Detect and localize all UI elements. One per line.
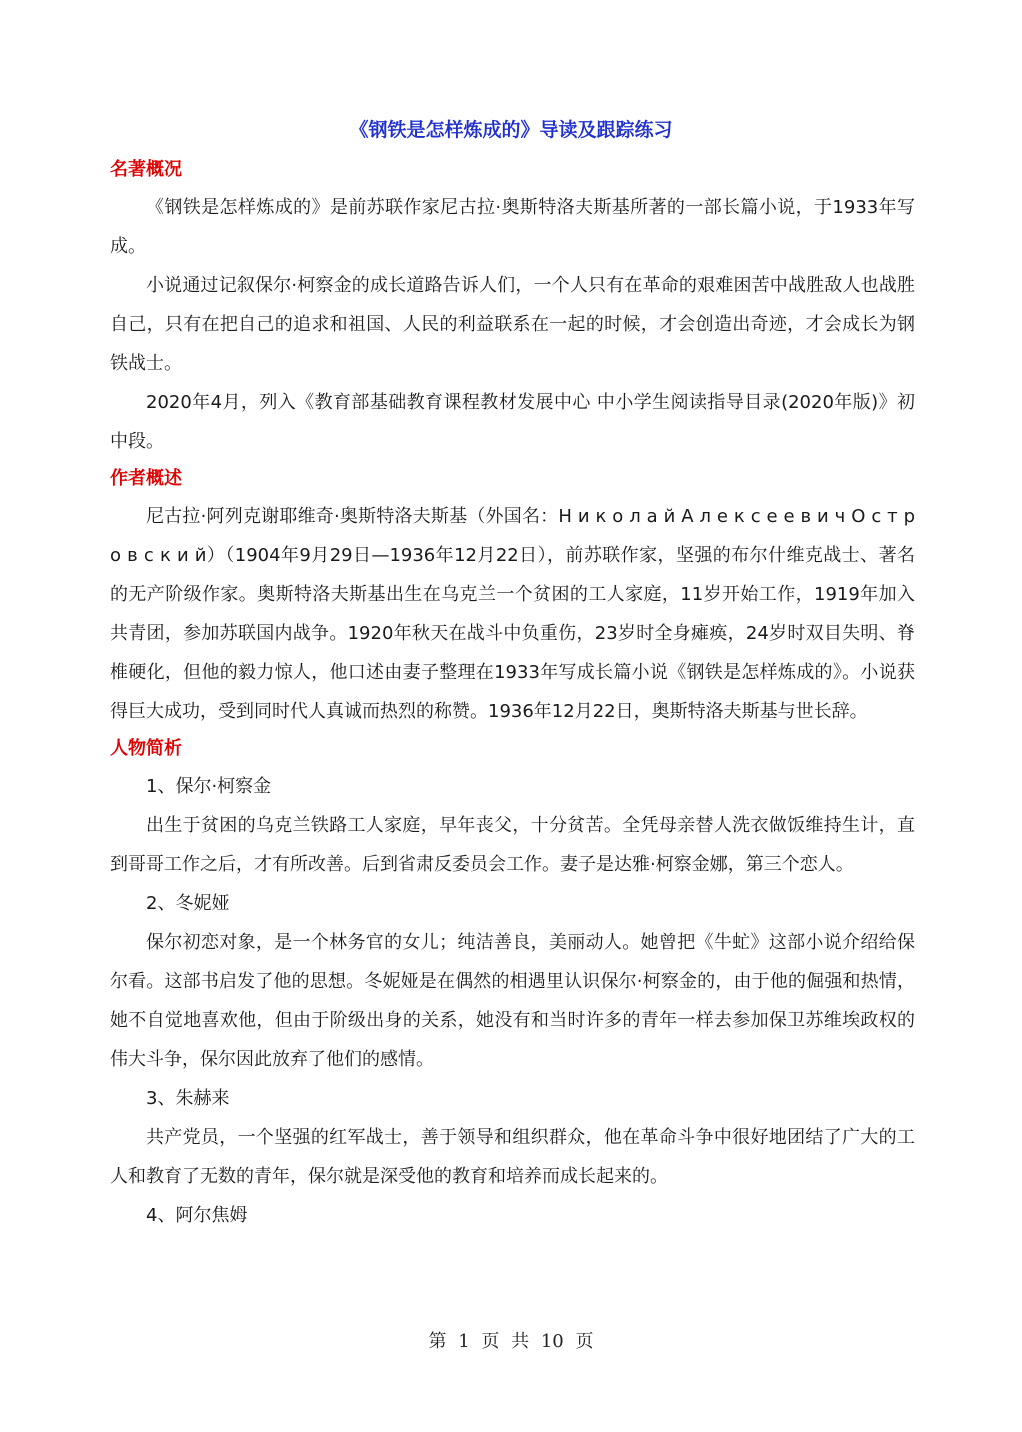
section-heading-overview: 名著概况: [110, 159, 182, 180]
section-heading-author: 作者概述: [110, 468, 182, 489]
overview-paragraph: 《钢铁是怎样炼成的》是前苏联作家尼古拉·奥斯特洛夫斯基所著的一部长篇小说，于1933年写成。: [110, 197, 915, 257]
character-name: 1、保尔·柯察金: [146, 776, 272, 797]
character-name: 4、阿尔焦姆: [146, 1205, 248, 1226]
document-body: [110, 152, 915, 1235]
character-description: 出生于贫困的乌克兰铁路工人家庭，早年丧父，十分贫苦。全凭母亲替人洗衣做饭维持生计，直到哥哥工作之后，才有所改善。后到省肃反委员会工作。妻子是达雅·柯察金娜，第三个恋人。: [110, 815, 915, 875]
character-description: 保尔初恋对象，是一个林务官的女儿；纯洁善良，美丽动人。她曾把《牛虻》这部小说介绍给保尔看。这部书启发了他的思想。冬妮娅是在偶然的相遇里认识保尔·柯察金的，由于他的倔强和热情，她不自觉地喜欢他，但由于阶级出身的关系，她没有和当时许多的青年一样去参加保卫苏维埃政权的伟大斗争，保尔因此放弃了他们的感情。: [110, 932, 915, 1070]
character-name: 3、朱赫来: [146, 1088, 230, 1109]
overview-paragraph: 2020年4月，列入《教育部基础教育课程教材发展中心 中小学生阅读指导目录(2020年版)》初中段。: [110, 392, 915, 452]
section-heading-characters: 人物简析: [110, 738, 182, 759]
document-title: 《钢铁是怎样炼成的》导读及跟踪练习: [349, 119, 673, 141]
author-paragraph: 尼古拉·阿列克谢耶维奇·奥斯特洛夫斯基（外国名：Н и к о л а й А л е к с е е в и ч О с т р о в с к и й）（1904年9月29日—1936年12月22日），前苏联作家，坚强的布尔什维克战士、著名的无产阶级作家。奥斯特洛夫斯基出生在乌克兰一个贫困的工人家庭，11岁开始工作，1919年加入共青团，参加苏联国内战争。1920年秋天在战斗中负重伤，23岁时全身瘫痪，24岁时双目失明、脊椎硬化，但他的毅力惊人，他口述由妻子整理在1933年写成长篇小说《钢铁是怎样炼成的》。小说获得巨大成功，受到同时代人真诚而热烈的称赞。1936年12月22日，奥斯特洛夫斯基与世长辞。: [110, 506, 915, 722]
page-footer: 第 1 页 共 10 页: [428, 1331, 594, 1352]
character-description: 共产党员，一个坚强的红军战士，善于领导和组织群众，他在革命斗争中很好地团结了广大的工人和教育了无数的青年，保尔就是深受他的教育和培养而成长起来的。: [110, 1127, 915, 1187]
overview-paragraph: 小说通过记叙保尔·柯察金的成长道路告诉人们，一个人只有在革命的艰难困苦中战胜敌人也战胜自己，只有在把自己的追求和祖国、人民的利益联系在一起的时候，才会创造出奇迹，才会成长为钢铁战士。: [110, 275, 915, 374]
character-name: 2、冬妮娅: [146, 893, 230, 914]
